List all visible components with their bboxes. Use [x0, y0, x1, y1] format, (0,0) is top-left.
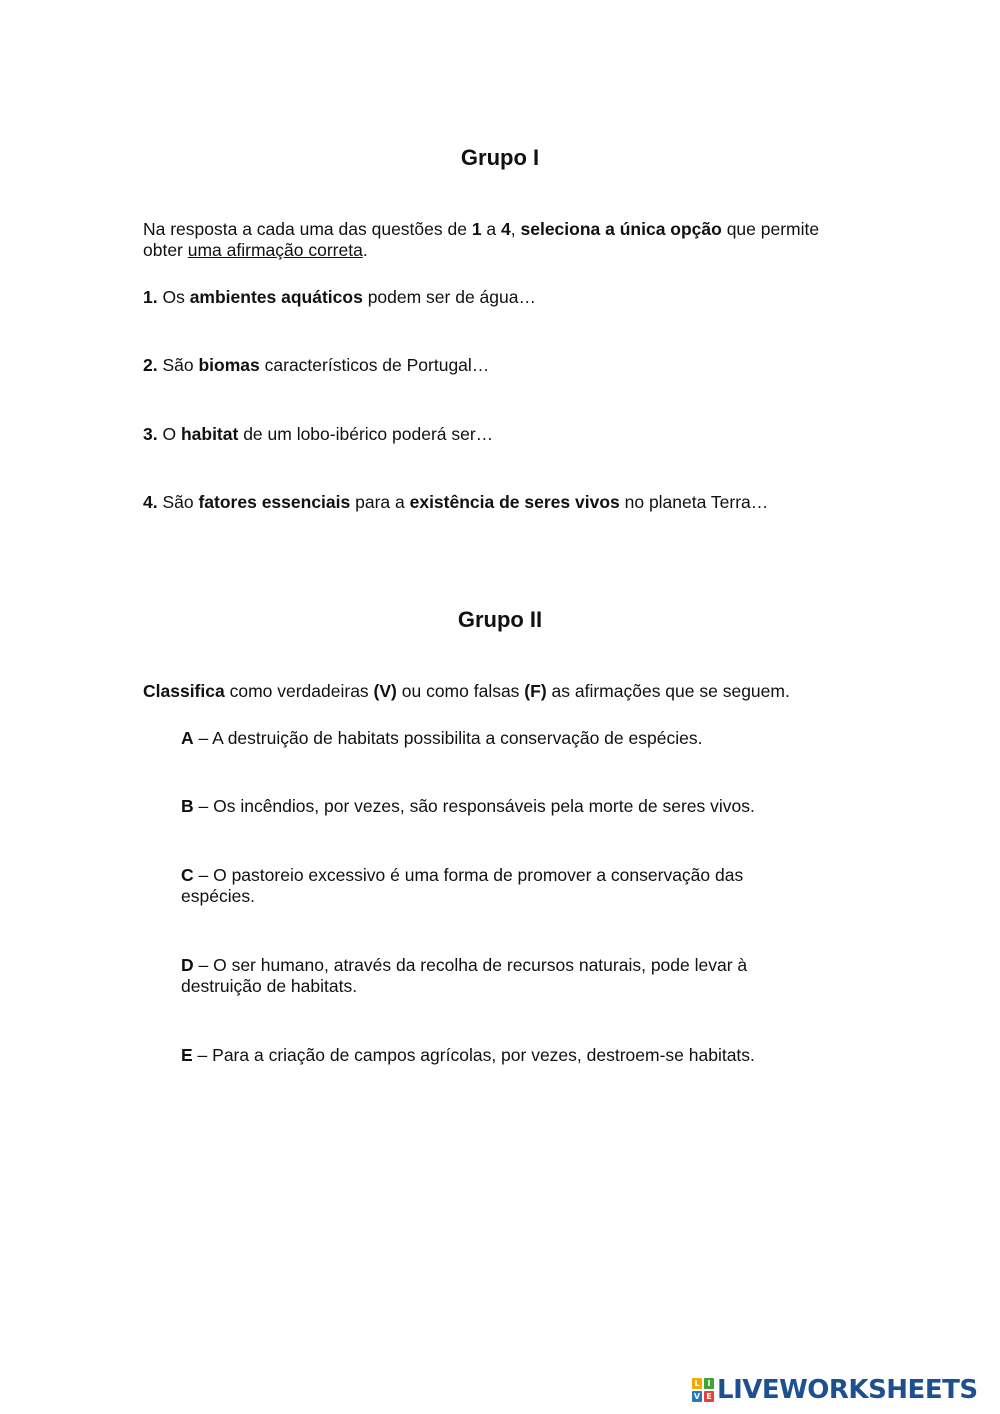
- logo-mark-letter: E: [704, 1391, 714, 1402]
- group-2-instruction: Classifica como verdadeiras (V) ou como falsas (F) as afirmações que se seguem.: [143, 681, 790, 701]
- live-logo-icon: [692, 1378, 714, 1402]
- logo-text: LIVEWORKSHEETS: [717, 1375, 978, 1405]
- group-2-title: Grupo II: [457, 607, 543, 632]
- logo-mark-letter: V: [693, 1392, 701, 1401]
- question-2: 2. São biomas característicos de Portugal…: [143, 355, 490, 375]
- logo-mark-letter: L: [692, 1378, 702, 1389]
- group-1-title: Grupo I: [460, 145, 540, 170]
- question-1: 1. Os ambientes aquáticos podem ser de água…: [143, 287, 536, 307]
- statement-d: D – O ser humano, através da recolha de recursos naturais, pode levar à destruição de habitats.: [181, 955, 748, 996]
- question-4: 4. São fatores essenciais para a existência de seres vivos no planeta Terra…: [143, 492, 769, 512]
- statement-c: C – O pastoreio excessivo é uma forma de promover a conservação das espécies.: [181, 865, 744, 906]
- logo-mark-letter: I: [704, 1378, 714, 1389]
- statement-b: B – Os incêndios, por vezes, são responsáveis pela morte de seres vivos.: [181, 796, 755, 816]
- question-3: 3. O habitat de um lobo-ibérico poderá ser…: [143, 424, 494, 444]
- statement-a: A – A destruição de habitats possibilita a conservação de espécies.: [181, 728, 703, 748]
- liveworksheets-logo: [692, 1376, 978, 1404]
- statement-e: E – Para a criação de campos agrícolas, por vezes, destroem-se habitats.: [181, 1045, 755, 1065]
- group-1-instruction: Na resposta a cada uma das questões de 1 a 4, seleciona a única opção que permite obter uma afirmação correta.: [143, 219, 820, 260]
